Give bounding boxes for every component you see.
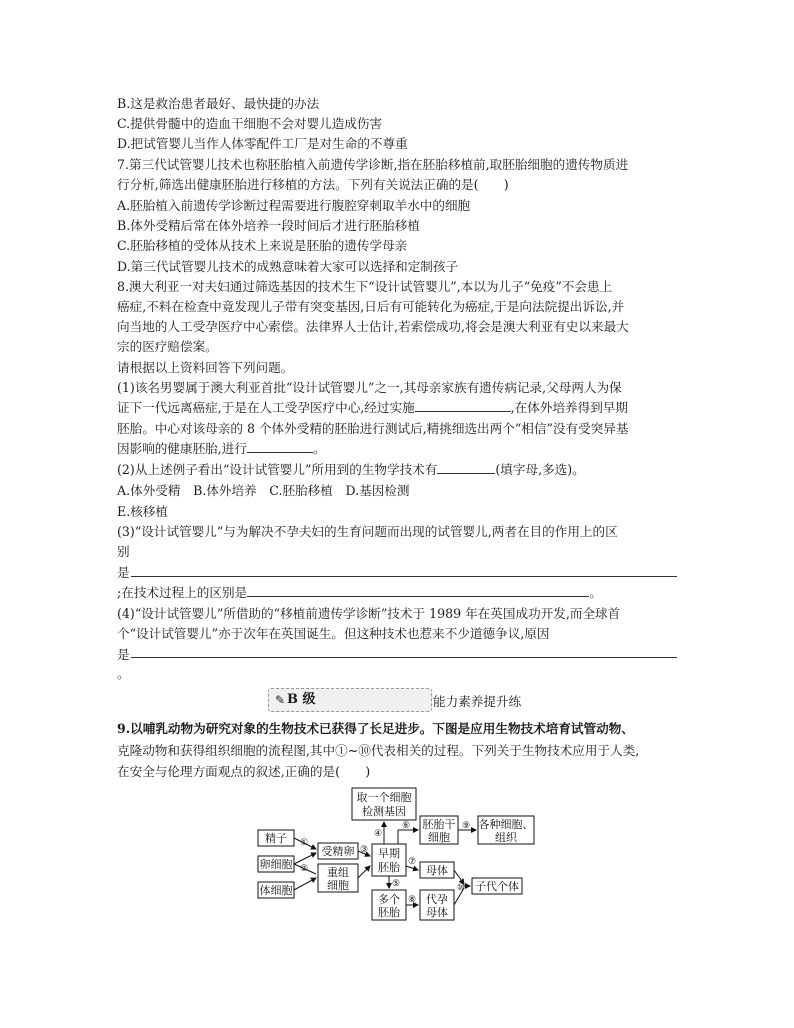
label-zygote: 受精卵 [321,845,355,858]
biotech-flow-diagram [250,786,540,926]
label-esc-1: 胚胎干 [422,818,456,831]
label-take-cell-2: 检测基因 [362,805,406,818]
label-esc-2: 细胞 [428,831,450,844]
label-cells-1: 各种细胞、 [478,818,534,831]
step-6: ⑥ [402,821,411,831]
label-multi-1: 多个 [378,893,400,906]
q8-part2-options: A.体外受精 B.体外培养 C.胚胎移植 D.基因检测 [117,483,410,498]
q8-part4-answer-line[interactable] [131,657,677,658]
q8-part1-answer-blank1[interactable] [415,398,511,412]
q7-option-b: B.体外受精后常在体外培养一段时间后才进行胚胎移植 [117,218,420,233]
step-10: ⑩ [457,883,466,893]
q8-stem-line4: 宗的医疗赔偿案。 [117,339,218,354]
q8-part2-line1 [117,460,683,480]
q8-stem-line3: 向当地的人工受孕医疗中心索偿。法律界人士估计,若索偿成功,将会是澳大利亚有史以来最大 [117,319,629,334]
section-level-label: B 级 [287,692,316,707]
q8-part4-line2: 个“设计试管婴儿”亦于次年在英国诞生。但这种技术也惹来不少道德争议,原因 [117,626,550,641]
label-multi-2: 胚胎 [378,906,400,919]
q9-stem-line3: 在安全与伦理方面观点的叙述,正确的是( ) [117,764,371,779]
q8-part2-text-b: (填字母,多选)。 [495,462,585,477]
step-5: ⑤ [392,879,401,889]
q8-stem-line2: 癌症,不料在检查中竟发现儿子带有突变基因,日后有可能转化为癌症,于是向法院提出诉讼,并 [117,299,625,314]
q6-option-d: D.把试管婴儿当作人体零配件工厂是对生命的不尊重 [117,136,408,151]
q8-part3-line4 [117,583,683,603]
q7-option-d: D.第三代试管婴儿技术的成熟意味着大家可以选择和定制孩子 [117,259,459,274]
q8-part2-answer-blank[interactable] [437,460,495,474]
label-egg: 卵细胞 [259,858,293,871]
q9-stem-line2: 克隆动物和获得组织细胞的流程图,其中①~⑩代表相关的过程。下列关于生物技术应用于人类, [117,743,640,758]
label-recon-1: 重组 [327,866,349,879]
q8-part1-text-a: 证下一代远离癌症,于是在人工受孕医疗中心,经过实施 [117,400,415,415]
q8-part2-text-a: (2)从上述例子看出“设计试管婴儿”所用到的生物学技术有 [117,462,438,477]
q6-option-b: B.这是救治患者最好、最快捷的办法 [117,96,320,111]
step-7: ⑦ [408,857,417,867]
pen-icon: ✎ [275,693,286,707]
label-surrogate-1: 代孕 [426,893,448,906]
q7-option-a: A.胚胎植入前遗传学诊断过程需要进行腹腔穿刺取羊水中的细胞 [117,198,471,213]
q8-part1-line2 [117,398,683,418]
q8-part1-text-c: 因影响的健康胚胎,进行 [117,441,247,456]
q7-stem-line2: 行分析,筛选出健康胚胎进行移植的方法。下列有关说法正确的是( ) [117,177,509,192]
step-4: ④ [374,829,383,839]
q8-part1-line1: (1)该名男婴属于澳大利亚首批“设计试管婴儿”之一,其母亲家族有遗传病记录,父母两人为保 [117,380,622,395]
label-sperm: 精子 [265,832,287,845]
q8-part3-line2: 别 [117,544,130,559]
section-subtitle: 能力素养提升练 [433,694,522,709]
q8-part4-line4: 。 [117,666,130,681]
q7-option-c: C.胚胎移植的受体从技术上来说是胚胎的遗传学母亲 [117,238,408,253]
step-2: ② [300,864,309,874]
q8-part1-text-d: 。 [312,441,326,456]
q7-stem-line1: 7.第三代试管婴儿技术也称胚胎植入前遗传学诊断,指在胚胎移植前,取胚胎细胞的遗传物质进 [117,157,629,172]
q8-part4-line1: (4)“设计试管婴儿”所借助的“移植前遗传学诊断”技术于 1989 年在英国成功开发,而全球首 [117,606,621,621]
label-cells-2: 组织 [495,831,517,844]
q8-part1-line3: 胚胎。中心对该母亲的 8 个体外受精的胚胎进行测试后,精挑细选出两个“相信”没有受突异基 [117,421,629,436]
label-recon-2: 细胞 [327,879,349,892]
step-3: ③ [360,845,369,855]
q8-instruction: 请根据以上资料回答下列问题。 [117,360,294,375]
label-take-cell-1: 取一个细胞 [356,791,412,804]
label-surrogate-2: 母体 [426,906,448,919]
q8-part2-option-e: E.核移植 [117,504,168,519]
q8-part1-text-b: ,在体外培养得到早期 [510,400,629,415]
q9-stem-line1: 9.以哺乳动物为研究对象的生物技术已获得了长足进步。下图是应用生物技术培育试管动物、 [117,721,634,736]
q8-part3-line1: (3)“设计试管婴儿”与为解决不孕夫妇的生育问题而出现的试管婴儿,两者在目的作用上的区 [117,524,618,539]
q8-part3-answer-line1[interactable] [131,576,677,577]
label-offspring: 子代个体 [475,880,519,893]
q8-part3-text-a: ;在技术过程上的区别是 [117,585,248,600]
q8-stem-line1: 8.澳大利亚一对夫妇通过筛选基因的技术生下“设计试管婴儿”,本以为儿子“免疫”不会患上 [117,279,613,294]
q8-part1-answer-blank2[interactable] [247,439,313,453]
label-early-1: 早期 [378,847,400,860]
step-1: ① [300,838,309,848]
q8-part3-text-b: 。 [589,585,602,600]
step-9: ⑨ [462,821,471,831]
section-level-bar [268,688,432,712]
q8-part1-line4 [117,439,683,459]
label-body-cell: 体细胞 [259,884,293,897]
q8-part4-line3: 是 [117,647,130,662]
label-early-2: 胚胎 [378,861,400,874]
step-8: ⑧ [408,895,417,905]
q8-part3-line3: 是 [117,565,130,580]
label-mother: 母体 [426,864,448,877]
q8-part3-answer-blank2[interactable] [247,583,589,597]
q6-option-c: C.提供骨髓中的造血干细胞不会对婴儿造成伤害 [117,116,383,131]
